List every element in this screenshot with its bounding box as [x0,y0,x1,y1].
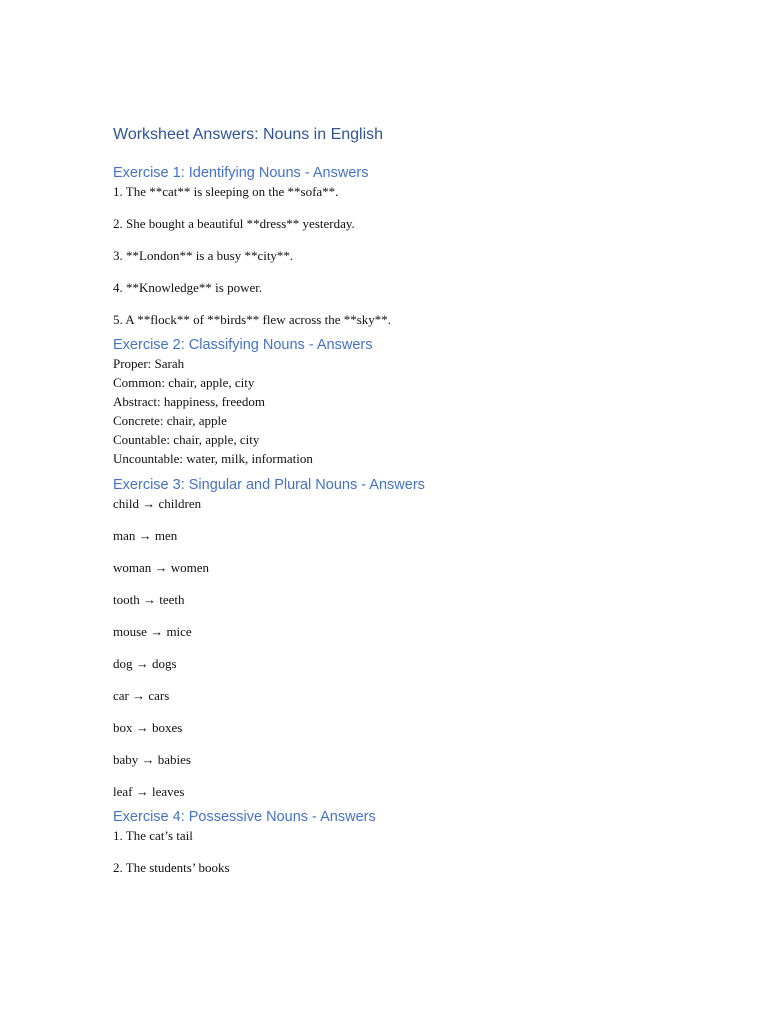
exercise-3-answer-child: child → children [113,496,202,511]
exercise-3-answer-baby: baby → babies [113,752,191,767]
exercise-4-answer-1: 1. The cat’s tail [113,828,193,843]
exercise-2-section [113,335,713,468]
document-content [113,124,713,891]
exercise-3-answer-mouse: mouse → mice [113,624,192,639]
exercise-1-answer-5: 5. A **flock** of **birds** flew across the **sky**. [113,312,392,327]
exercise-2-answer-concrete: Concrete: chair, apple [113,413,227,428]
exercise-3-heading: Exercise 3: Singular and Plural Nouns - Answers [113,477,425,493]
exercise-2-list [113,355,713,468]
exercise-3-section [113,475,713,801]
exercise-1-answer-4: 4. **Knowledge** is power. [113,280,263,295]
exercise-1-answer-2: 2. She bought a beautiful **dress** yesterday. [113,216,355,231]
exercise-1-heading: Exercise 1: Identifying Nouns - Answers [113,165,369,181]
exercise-3-answer-car: car → cars [113,688,170,703]
exercise-2-answer-uncountable: Uncountable: water, milk, information [113,451,313,466]
exercise-1-answer-3: 3. **London** is a busy **city**. [113,248,294,263]
document-title: Worksheet Answers: Nouns in English [113,126,384,143]
exercise-3-answer-man: man → men [113,528,178,543]
exercise-4-answer-2: 2. The students’ books [113,860,230,875]
exercise-3-answer-tooth: tooth → teeth [113,592,185,607]
exercise-1-section [113,163,713,329]
exercise-2-answer-abstract: Abstract: happiness, freedom [113,394,265,409]
exercise-2-answer-proper: Proper: Sarah [113,356,185,371]
exercise-3-answer-dog: dog → dogs [113,656,177,671]
exercise-2-heading: Exercise 2: Classifying Nouns - Answers [113,337,373,353]
exercise-4-heading: Exercise 4: Possessive Nouns - Answers [113,809,376,825]
exercise-1-answer-1: 1. The **cat** is sleeping on the **sofa**. [113,184,339,199]
exercise-2-answer-countable: Countable: chair, apple, city [113,432,260,447]
exercise-3-answer-woman: woman → women [113,560,210,575]
exercise-2-answer-common: Common: chair, apple, city [113,375,255,390]
exercise-4-section [113,807,713,877]
exercise-3-answer-leaf: leaf → leaves [113,784,185,799]
exercise-3-answer-box: box → boxes [113,720,183,735]
